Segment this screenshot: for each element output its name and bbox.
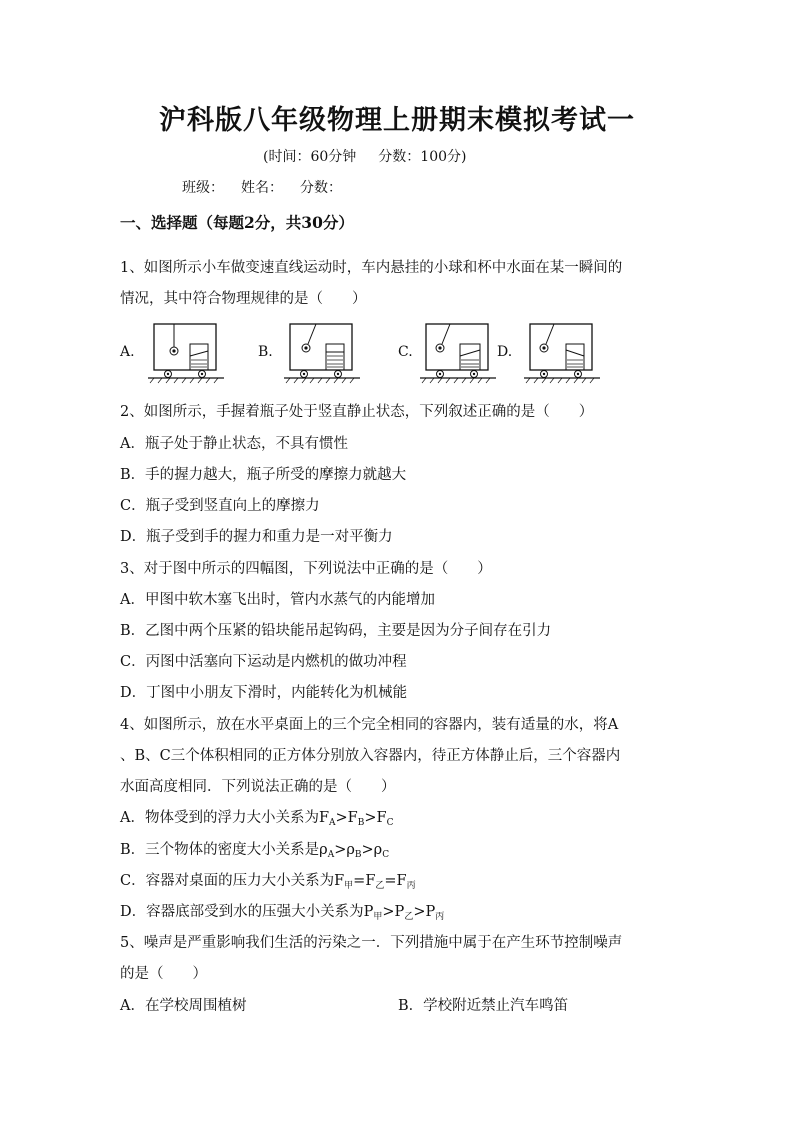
q4-d-sub3: 丙 <box>435 912 445 922</box>
q4-b-sub2: B <box>354 850 362 860</box>
q1-option-b-label: B. <box>258 344 273 360</box>
q4-d-text: D．容器底部受到水的压强大小关系为P <box>120 904 374 920</box>
q4-option-c <box>120 869 416 891</box>
exam-time: (时间：60分钟 <box>263 149 357 165</box>
q4-a-mid1: >F <box>335 810 358 826</box>
q4-c-sub1: 甲 <box>344 881 354 891</box>
q4-d-mid2: >P <box>413 904 436 920</box>
q3-option-b: B．乙图中两个压紧的铅块能吊起钩码，主要是因为分子间存在引力 <box>120 623 552 639</box>
q4-d-mid1: >P <box>382 904 405 920</box>
name-field: 姓名： <box>241 180 283 196</box>
q4-a-sub1: A <box>329 818 336 828</box>
q3-stem: 3、对于图中所示的四幅图，下列说法中正确的是（ ） <box>120 561 492 577</box>
q4-a-sub3: C <box>386 818 394 828</box>
q4-c-mid2: =F <box>384 873 407 889</box>
q4-c-text: C．容器对桌面的压力大小关系为F <box>120 873 345 889</box>
student-info <box>182 177 359 197</box>
q4-a-sub2: B <box>357 818 365 828</box>
exam-subtitle <box>263 146 466 166</box>
q4-option-a <box>120 806 393 828</box>
q1-option-a-label: A. <box>120 344 135 360</box>
q2-stem: 2、如图所示，手握着瓶子处于竖直静止状态，下列叙述正确的是（ ） <box>120 404 594 420</box>
q4-d-sub2: 乙 <box>404 912 414 922</box>
q5-option-a: A．在学校周围植树 <box>120 998 247 1014</box>
q4-stem-line3: 水面高度相同．下列说法正确的是（ ） <box>120 779 396 795</box>
q3-option-a: A．甲图中软木塞飞出时，管内水蒸气的内能增加 <box>120 592 435 608</box>
q5-stem-line2: 的是（ ） <box>120 966 207 982</box>
q4-stem-line1: 4、如图所示，放在水平桌面上的三个完全相同的容器内，装有适量的水，将A <box>120 717 619 733</box>
cart-a-figure <box>148 320 228 384</box>
q4-a-mid2: >F <box>364 810 387 826</box>
cart-d-figure <box>524 320 604 384</box>
q2-option-d: D．瓶子受到手的握力和重力是一对平衡力 <box>120 529 393 545</box>
page-title: 沪科版八年级物理上册期末模拟考试一 <box>159 105 635 136</box>
score-field: 分数： <box>300 180 342 196</box>
exam-total-score: 分数：100分) <box>378 149 467 165</box>
q3-option-d: D．丁图中小朋友下滑时，内能转化为机械能 <box>120 685 408 701</box>
q4-c-sub3: 丙 <box>406 881 416 891</box>
q4-b-sub1: A <box>327 850 335 860</box>
class-field: 班级： <box>182 180 224 196</box>
q4-b-text: B．三个物体的密度大小关系是ρ <box>120 842 328 858</box>
q5-option-b: B．学校附近禁止汽车鸣笛 <box>398 998 569 1014</box>
cart-c-figure <box>420 320 500 384</box>
q2-option-a: A．瓶子处于静止状态，不具有惯性 <box>120 436 348 452</box>
q3-option-c: C．丙图中活塞向下运动是内燃机的做功冲程 <box>120 654 407 670</box>
q5-stem-line1: 5、噪声是严重影响我们生活的污染之一．下列措施中属于在产生环节控制噪声 <box>120 935 623 951</box>
q2-option-c: C．瓶子受到竖直向上的摩擦力 <box>120 498 320 514</box>
q4-b-mid2: >ρ <box>361 842 383 858</box>
q4-c-mid1: =F <box>353 873 376 889</box>
q2-option-b: B．手的握力越大，瓶子所受的摩擦力就越大 <box>120 467 407 483</box>
q4-d-sub1: 甲 <box>373 912 383 922</box>
section-heading: 一、选择题（每题2分，共30分） <box>120 213 354 232</box>
cart-b-figure <box>284 320 364 384</box>
q1-option-d-label: D. <box>497 344 513 360</box>
q1-stem-line2: 情况，其中符合物理规律的是（ ） <box>120 291 367 307</box>
q4-a-text: A．物体受到的浮力大小关系为F <box>120 810 330 826</box>
q4-option-d <box>120 900 444 922</box>
q4-b-sub3: C <box>382 850 390 860</box>
q4-stem-line2: 、B、C三个体积相同的正方体分别放入容器内，待正方体静止后，三个容器内 <box>120 748 621 764</box>
q1-stem-line1: 1、如图所示小车做变速直线运动时，车内悬挂的小球和杯中水面在某一瞬间的 <box>120 260 623 276</box>
q4-c-sub2: 乙 <box>375 881 385 891</box>
q4-b-mid1: >ρ <box>334 842 355 858</box>
q4-option-b <box>120 838 389 860</box>
q1-option-c-label: C. <box>398 344 413 360</box>
